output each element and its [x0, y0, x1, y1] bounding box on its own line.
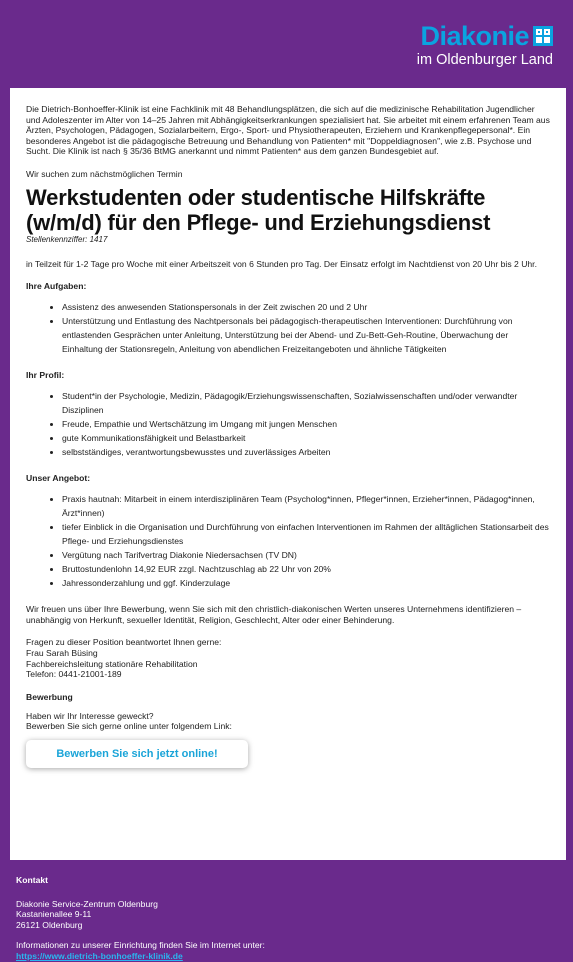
- footer-org: Diakonie Service-Zentrum Oldenburg: [16, 898, 158, 909]
- list-item: • Unterstützung und Entlastung des Nachtpersonals bei pädagogisch-therapeutischen Interventionen: Durchführung von entlastenden Gesprächen unter Anleitung, Unterstützung bei der Abend- und Zu-Bett-Geh-Routine, Überwachung der Einhaltung der Stationsregeln, Anleitung von abendlichen Freizeitangeboten und ähnliche Tätigkeiten: [62, 314, 550, 356]
- application-line-1: Haben wir Ihr Interesse geweckt?: [26, 710, 154, 721]
- search-line: Wir suchen zum nächstmöglichen Termin: [26, 168, 183, 179]
- logo-subtitle: im Oldenburger Land: [416, 52, 553, 68]
- application-text: [26, 711, 550, 732]
- footer: [16, 875, 265, 962]
- header: [0, 0, 573, 88]
- job-title: Werkstudenten oder studentische Hilfskräfte (w/m/d) für den Pflege- und Erziehungsdienst: [26, 184, 491, 235]
- application-heading: Bewerbung: [26, 691, 73, 702]
- contact-person: [26, 637, 550, 679]
- list-item: • Vergütung nach Tarifvertrag Diakonie Niedersachsen (TV DN): [62, 548, 550, 562]
- footer-street: Kastanienallee 9-11: [16, 909, 92, 920]
- list-item: • Freude, Empathie und Wertschätzung im Umgang mit jungen Menschen: [62, 417, 550, 431]
- contact-intro: Fragen zu dieser Position beantwortet Ihnen gerne:: [26, 637, 222, 648]
- apply-online-button[interactable]: Bewerben Sie sich jetzt online!: [26, 740, 248, 768]
- tasks-heading: Ihre Aufgaben:: [26, 281, 87, 292]
- offer-list: [26, 492, 550, 590]
- list-item: • Praxis hautnah: Mitarbeit in einem interdisziplinären Team (Psycholog*innen, Pfleger*innen, Erzieher*innen, Pädagog*innen, Ärzt*innen): [62, 492, 550, 520]
- contact-phone: Telefon: 0441-21001-189: [26, 669, 122, 680]
- profile-heading: Ihr Profil:: [26, 370, 65, 381]
- list-item: • Student*in der Psychologie, Medizin, Pädagogik/Erziehungswissenschaften, Sozialwissenschaften und/oder verwandter Disziplinen: [62, 389, 550, 417]
- footer-city: 26121 Oldenburg: [16, 919, 83, 930]
- clinic-website-link[interactable]: https://www.dietrich-bonhoeffer-klinik.de: [16, 950, 183, 961]
- contact-name: Frau Sarah Büsing: [26, 647, 98, 658]
- profile-list: [26, 389, 550, 459]
- reference-number: Stellenkennziffer: 1417: [26, 234, 108, 244]
- list-item: • Bruttostundenlohn 14,92 EUR zzgl. Nachtzuschlag ab 22 Uhr von 20%: [62, 562, 550, 576]
- offer-heading: Unser Angebot:: [26, 473, 91, 484]
- list-item: • tiefer Einblick in die Organisation und Durchführung von einfachen Interventionen im Rahmen der alltäglichen Stationsarbeit des Pflege- und Erziehungsdienstes: [62, 520, 550, 548]
- job-posting-card: [10, 88, 566, 860]
- diakonie-logo[interactable]: [417, 22, 553, 68]
- footer-spacer: [16, 930, 265, 940]
- closing-statement: Wir freuen uns über Ihre Bewerbung, wenn Sie sich mit den christlich-diakonischen Werten unseres Unternehmens identifizieren – unabhängig von Herkunft, sexueller Identität, Religion, Geschlecht, Alter oder einer Behinderung.: [26, 604, 522, 625]
- logo-wordmark: Diakonie: [420, 21, 529, 51]
- list-item: • Jahressonderzahlung und ggf. Kinderzulage: [62, 576, 550, 590]
- tasks-list: [26, 300, 550, 356]
- clinic-intro: Die Dietrich-Bonhoeffer-Klinik ist eine Fachklinik mit 48 Behandlungsplätzen, die sich auf die medizinische Rehabilitation Jugendlicher und Adoleszenter im Alter von 14–25 Jahren mit Abhängigkeitserkrankungen spezialisiert hat. Sie arbeitet mit einem erfahrenen Team aus Ärzten, Psychologen, Pädagogen, Sozialarbeitern, Ergo-, Sport- und Physiotherapeuten, Erziehern und Krankenpflegepersonal*. Ein besonderes Angebot ist die pädagogische Betreuung und Behandlung von Patienten* mit "Doppeldiagnosen", wie z.B. Psychose und Sucht. Die Klinik ist nach § 35/36 BtMG anerkannt und nimmt Patienten* aus dem ganzen Bundesgebiet auf.: [26, 104, 550, 157]
- list-item: • selbstständiges, verantwortungsbewusstes und zuverlässiges Arbeiten: [62, 445, 550, 459]
- diakonie-cross-icon: [533, 26, 553, 46]
- list-item: • Assistenz des anwesenden Stationspersonals in der Zeit zwischen 20 und 2 Uhr: [62, 300, 550, 314]
- application-line-2: Bewerben Sie sich gerne online unter folgendem Link:: [26, 721, 232, 732]
- contact-role: Fachbereichsleitung stationäre Rehabilitation: [26, 658, 198, 669]
- list-item: • gute Kommunikationsfähigkeit und Belastbarkeit: [62, 431, 550, 445]
- employment-terms: in Teilzeit für 1-2 Tage pro Woche mit einer Arbeitszeit von 6 Stunden pro Tag. Der Einsatz erfolgt im Nachtdienst von 20 Uhr bis 2 Uhr.: [26, 258, 537, 269]
- footer-info: Informationen zu unserer Einrichtung finden Sie im Internet unter:: [16, 940, 265, 951]
- footer-heading: Kontakt: [16, 875, 48, 885]
